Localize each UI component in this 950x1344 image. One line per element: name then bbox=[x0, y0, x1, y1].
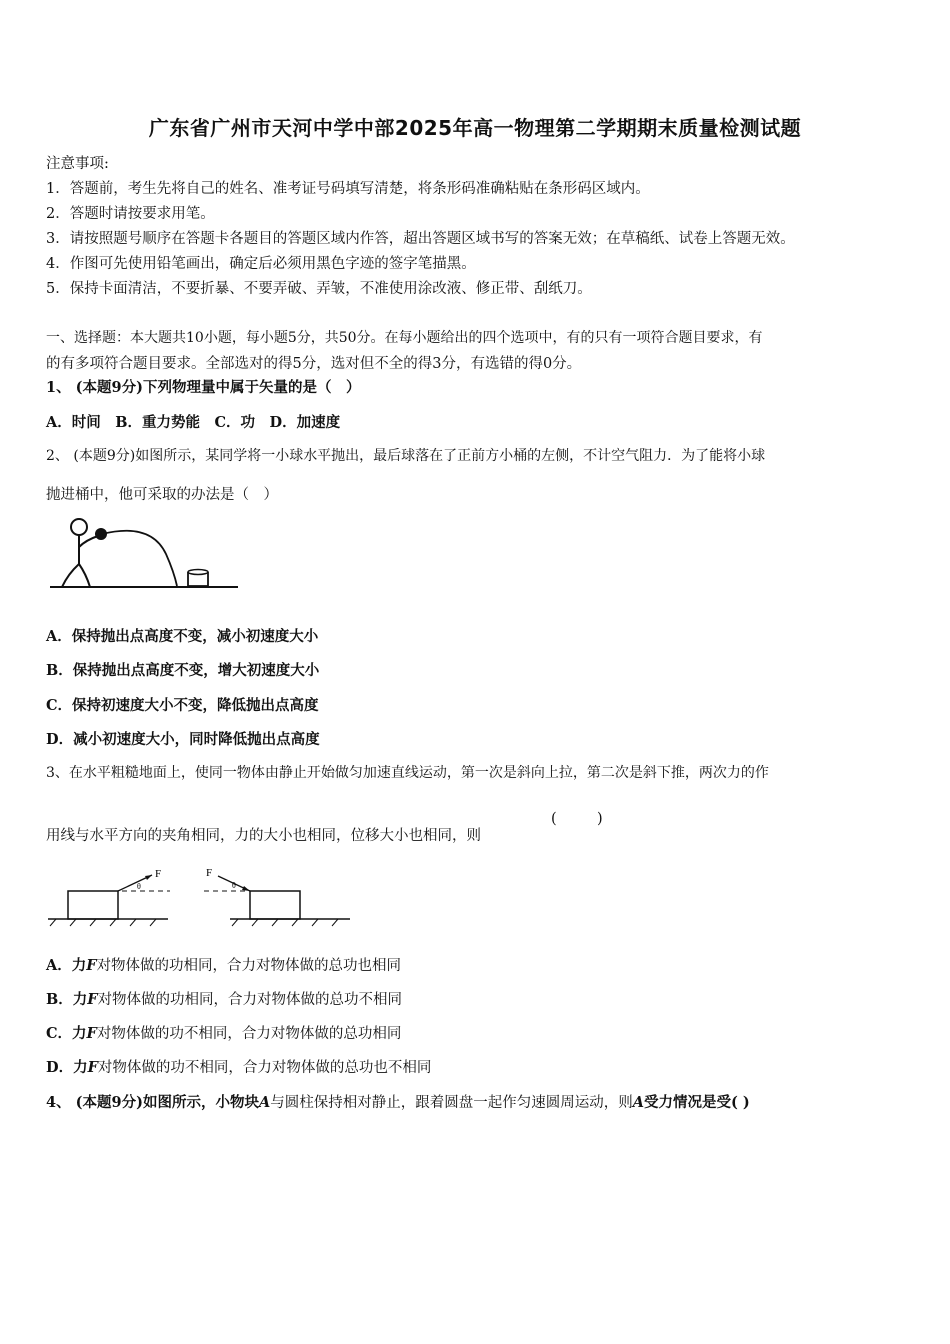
q3-force-figure bbox=[46, 864, 352, 928]
person-arm bbox=[79, 536, 98, 547]
section-line-2: 的有多项符合题目要求。全部选对的得5分，选对但不全的得3分，有选错的得0分。 bbox=[46, 356, 582, 372]
person-leg-right bbox=[79, 564, 90, 587]
q1-options-text: A．时间 B．重力势能 C．功 D．加速度 bbox=[46, 414, 341, 431]
page-title: 广东省广州市天河中学中部2025年高一物理第二学期期末质量检测试题 bbox=[148, 116, 802, 140]
q2-option-a: A．保持抛出点高度不变，减小初速度大小 bbox=[46, 628, 319, 645]
force-label-left: F bbox=[155, 868, 162, 880]
q3-option-c: C．力F对物体做的功不相同，合力对物体做的总功相同 bbox=[46, 1025, 402, 1042]
q2-throw-figure bbox=[46, 514, 242, 592]
person-leg-left bbox=[62, 564, 79, 587]
block-right bbox=[250, 891, 300, 919]
q3-option-b: B．力F对物体做的功相同，合力对物体做的总功不相同 bbox=[46, 991, 403, 1008]
q2-stem-line-2: 抛进桶中，他可采取的办法是（ ） bbox=[46, 487, 278, 503]
notice-item-1: 1．答题前，考生先将自己的姓名、准考证号码填写清楚，将条形码准确粘贴在条形码区域内。 bbox=[46, 181, 650, 197]
trajectory-curve bbox=[102, 531, 177, 586]
q3-option-a: A．力F对物体做的功相同，合力对物体做的总功也相同 bbox=[46, 957, 402, 974]
q2-stem-line-1: 2、 (本题9分)如图所示，某同学将一小球水平抛出，最后球落在了正前方小桶的左侧，不计空气阻力．为了能将小球 bbox=[46, 448, 766, 464]
angle-label-right: θ bbox=[232, 881, 236, 890]
section-line-1: 一、选择题：本大题共10小题，每小题5分，共50分。在每小题给出的四个选项中，有的只有一项符合题目要求，有 bbox=[46, 330, 763, 346]
q4-stem: 4、 (本题9分)如图所示，小物块A与圆柱保持相对静止，跟着圆盘一起作匀速圆周运动，则A受力情况是受( ) bbox=[46, 1094, 750, 1111]
notice-item-4: 4．作图可先使用铅笔画出，确定后必须用黑色字迹的签字笔描黑。 bbox=[46, 256, 476, 272]
notice-item-2: 2．答题时请按要求用笔。 bbox=[46, 206, 215, 222]
notice-item-5: 5．保持卡面清洁，不要折暴、不要弄破、弄皱，不准使用涂改液、修正带、刮纸刀。 bbox=[46, 281, 592, 297]
q3-stem-line-1: 3、在水平粗糙地面上，使同一物体由静止开始做匀加速直线运动，第一次是斜向上拉，第二次是斜下推，两次力的作 bbox=[46, 765, 769, 781]
q1-stem: 1、 (本题9分)下列物理量中属于矢量的是（ ） bbox=[46, 379, 361, 396]
arrowhead-left bbox=[145, 875, 152, 880]
q3-option-d: D．力F对物体做的功不相同，合力对物体做的总功也不相同 bbox=[46, 1059, 432, 1076]
q2-option-c: C．保持初速度大小不变，降低抛出点高度 bbox=[46, 697, 319, 714]
q2-option-b: B．保持抛出点高度不变，增大初速度大小 bbox=[46, 662, 320, 679]
q3-stem-line-2: 用线与水平方向的夹角相同，力的大小也相同，位移大小也相同，则 bbox=[46, 828, 481, 844]
q3-paren-right: ) bbox=[597, 811, 603, 827]
arrowhead-right bbox=[242, 886, 250, 891]
force-label-right: F bbox=[206, 867, 213, 879]
ground-hatch-right bbox=[232, 919, 338, 926]
notice-item-3: 3．请按照题号顺序在答题卡各题目的答题区域内作答，超出答题区域书写的答案无效；在草稿纸、试卷上答题无效。 bbox=[46, 231, 795, 247]
q3-paren-left: ( bbox=[551, 811, 557, 827]
block-left bbox=[68, 891, 118, 919]
ground-hatch-left bbox=[50, 919, 156, 926]
angle-label-left: θ bbox=[137, 882, 141, 891]
bucket-rim bbox=[188, 570, 208, 575]
q1-options bbox=[46, 411, 340, 432]
person-head bbox=[71, 519, 87, 535]
notice-heading: 注意事项: bbox=[46, 156, 109, 172]
q2-option-d: D．减小初速度大小，同时降低抛出点高度 bbox=[46, 731, 320, 748]
